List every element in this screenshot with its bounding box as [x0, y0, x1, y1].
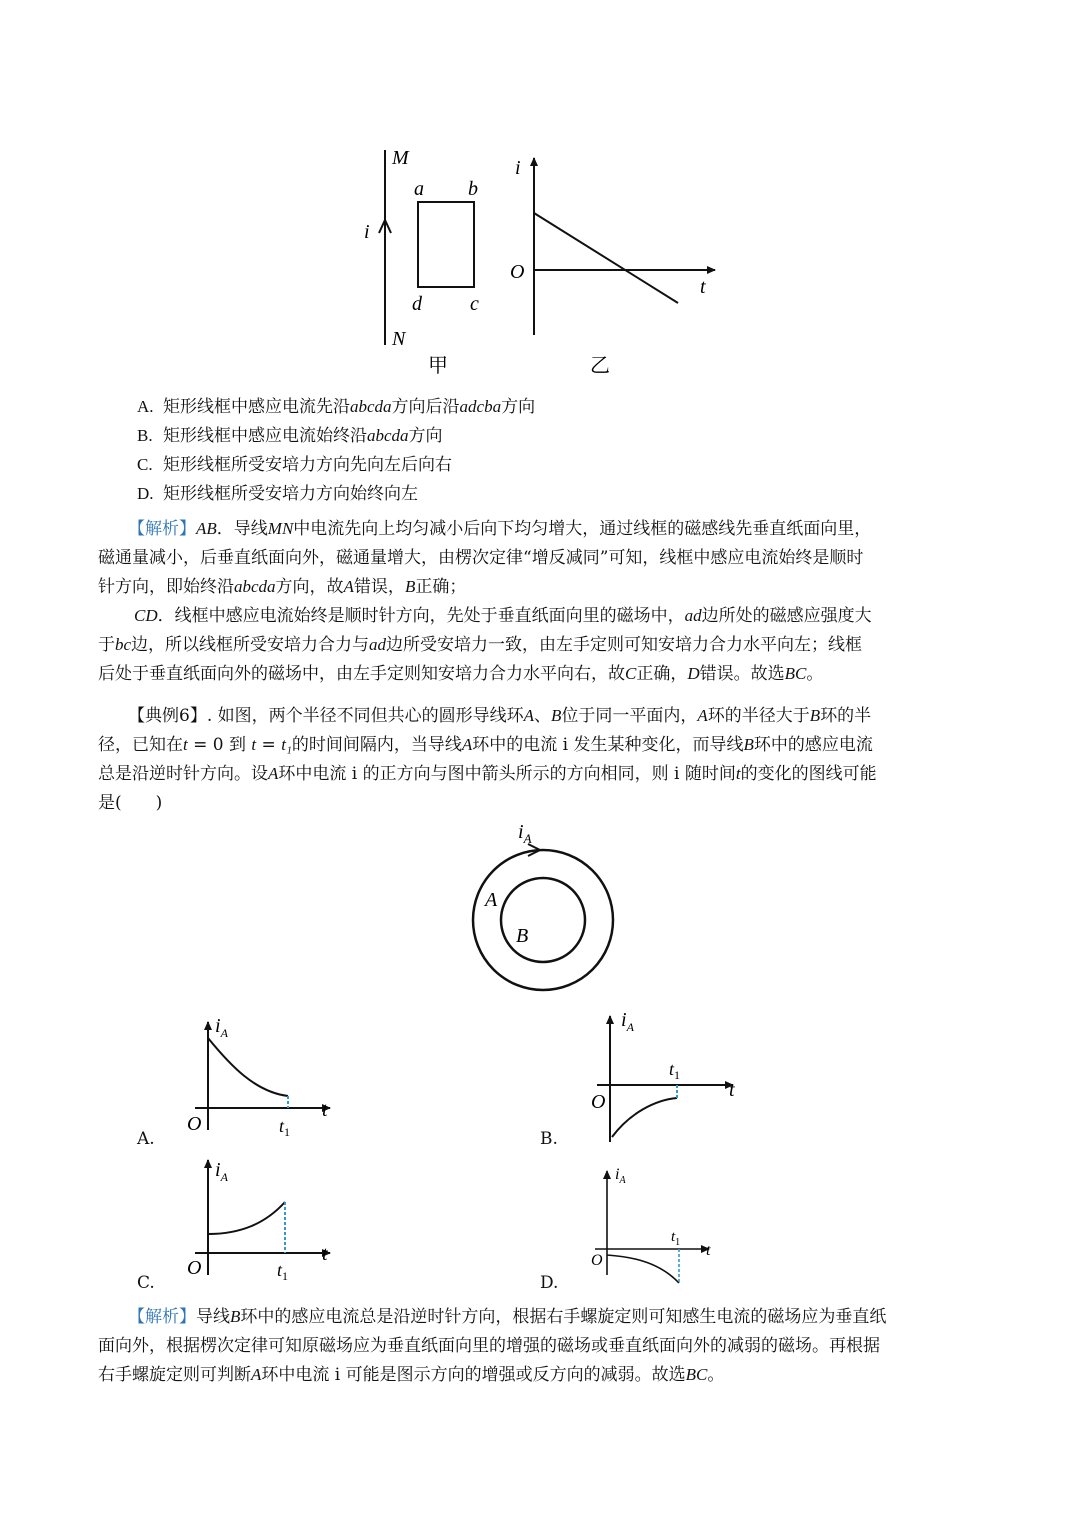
text: 正确；	[415, 577, 467, 597]
option-text: 矩形线框所受安培力方向先向左后向右	[163, 455, 452, 475]
option-a	[137, 396, 535, 418]
label-ia: $i_A$	[518, 821, 532, 846]
text: ．线框中感应电流始终是顺时针方向，先处于垂直纸面向里的磁场中，	[157, 606, 685, 626]
math: B	[230, 1307, 241, 1326]
label-m: M	[392, 147, 409, 169]
math: A	[697, 706, 708, 725]
analysis1-line3	[98, 576, 466, 598]
text: 、	[534, 706, 552, 726]
graph-c-label-t: t	[322, 1243, 328, 1265]
analysis1-line4	[134, 605, 872, 627]
text: 于	[98, 635, 115, 655]
graph-c-label-i: $i_A$	[215, 1159, 228, 1184]
graph-d-curve	[607, 1255, 679, 1283]
text: = 0 到	[187, 735, 252, 755]
option-d	[137, 483, 418, 505]
option-b	[137, 425, 443, 447]
text: 总是沿逆时针方向。设	[98, 764, 268, 784]
graph-c-label-o: O	[187, 1257, 202, 1279]
option-letter: B.	[137, 426, 153, 445]
label-c: c	[470, 293, 479, 315]
graph-a-label-t: t	[322, 1099, 328, 1121]
label-d: d	[412, 293, 422, 315]
math: B	[809, 706, 821, 725]
yi-label-t: t	[700, 276, 706, 298]
math: t₁	[281, 735, 292, 754]
graph-d-label-i: $i_A$	[615, 1166, 626, 1186]
math: t	[735, 764, 741, 783]
text: 环中的感应电流总是沿逆时针方向，根据右手螺旋定则可知感生电流的磁场应为垂直纸	[240, 1307, 887, 1327]
figure-yi	[510, 157, 715, 377]
math: t	[183, 735, 188, 754]
ring-a	[473, 850, 613, 990]
figure-jia	[364, 147, 479, 377]
graph-a	[175, 1010, 340, 1140]
text: 环中的感应电流	[753, 735, 873, 755]
yi-label-i: i	[515, 157, 521, 179]
math: AB	[196, 519, 217, 538]
option-math: adcba	[459, 397, 502, 416]
graph-c-label-t1: $t_1$	[277, 1260, 289, 1283]
graph-b-label-o: O	[591, 1091, 606, 1113]
ring-b	[501, 878, 585, 962]
label-b: b	[468, 178, 478, 200]
text: 的时间间隔内，当导线	[291, 735, 462, 755]
text: 边所处的磁感应强度大	[701, 606, 872, 626]
text: 环的半	[820, 706, 872, 726]
math: A	[523, 706, 535, 725]
graph-a-label-o: O	[187, 1113, 202, 1135]
text: ．导线	[216, 519, 268, 539]
graph-a-label-i: $i_A$	[215, 1015, 228, 1040]
option-text: 方向	[408, 426, 443, 446]
text: 环中的电流 i 发生某种变化，而导线	[472, 735, 744, 755]
graph-letter-c: C.	[137, 1273, 155, 1293]
graph-letter-b: B.	[540, 1129, 558, 1149]
graph-a-label-t1: $t_1$	[279, 1116, 291, 1139]
graph-letter-a: A.	[137, 1129, 155, 1149]
graph-a-curve	[208, 1038, 288, 1096]
option-text: 矩形线框所受安培力方向始终向左	[163, 484, 418, 504]
text: 的变化的图线可能	[740, 764, 877, 784]
analysis-tag: 【解析】	[128, 519, 196, 539]
math: t	[251, 735, 257, 754]
figure-jia-yi	[350, 140, 730, 385]
analysis-tag: 【解析】	[128, 1307, 196, 1327]
rect-frame	[418, 202, 474, 287]
graph-b-label-i: $i_A$	[621, 1010, 634, 1034]
graph-d-label-t1: $t_1$	[671, 1229, 681, 1248]
caption-yi: 乙	[590, 355, 610, 377]
option-c	[137, 454, 452, 476]
option-letter: D.	[137, 484, 154, 503]
graph-b-label-t1: $t_1$	[669, 1059, 681, 1082]
graph-d	[585, 1165, 725, 1290]
analysis2-line2: 面向外，根据楞次定律可知原磁场应为垂直纸面向里的增强的磁场或垂直纸面向外的减弱的磁场。再根据	[98, 1336, 880, 1356]
yi-current-line	[534, 213, 678, 303]
math: A	[461, 735, 473, 754]
label-ring-b: B	[516, 925, 529, 947]
text: 针方向，即始终沿	[98, 577, 234, 597]
graph-c	[175, 1150, 340, 1285]
analysis1-line2: 磁通量减小，后垂直纸面向外，磁通量增大，由楞次定律“增反减同”可知，线框中感应电流始终是顺时	[98, 548, 864, 568]
math: BC	[784, 664, 807, 683]
text: 后处于垂直纸面向外的磁场中，由左手定则知安培力合力水平向右，故	[98, 664, 625, 684]
analysis1-line5	[98, 634, 862, 656]
option-text: 方向后沿	[391, 397, 460, 417]
text: 径，已知在	[98, 735, 183, 755]
text: 环中电流 i 可能是图示方向的增强或反方向的减弱。故选	[261, 1365, 686, 1385]
text: =	[256, 735, 282, 755]
option-letter: A.	[137, 397, 154, 416]
caption-jia: 甲	[428, 355, 448, 377]
text: 环的半径大于	[707, 706, 810, 726]
label-a: a	[414, 178, 424, 200]
math: ad	[369, 635, 387, 654]
math: A	[343, 577, 354, 596]
option-math: abcda	[367, 426, 409, 445]
figure-rings	[460, 818, 630, 998]
text: 。	[707, 1365, 725, 1385]
text: 错误，	[353, 577, 405, 597]
analysis2-line3	[98, 1364, 724, 1386]
option-math: abcda	[350, 397, 392, 416]
text: 右手螺旋定则可判断	[98, 1365, 251, 1385]
analysis1-line1	[128, 518, 871, 540]
text: 。	[806, 664, 824, 684]
math: B	[551, 706, 562, 725]
text: 环中电流 i 的正方向与图中箭头所示的方向相同，则 i 随时间	[278, 764, 736, 784]
text: 【典例6】. 如图，两个半径不同但共心的圆形导线环	[128, 706, 524, 726]
text: 正确，	[636, 664, 688, 684]
math: D	[687, 664, 700, 683]
label-n: N	[392, 328, 406, 350]
yi-label-o: O	[510, 261, 525, 283]
example6-line3	[98, 763, 877, 785]
graph-b	[585, 1010, 750, 1145]
math: B	[404, 577, 416, 596]
math: MN	[267, 519, 294, 538]
graph-d-label-o: O	[591, 1252, 603, 1269]
text: 错误。故选	[699, 664, 785, 684]
math: BC	[685, 1365, 708, 1384]
math: C	[625, 664, 637, 683]
math: abcda	[234, 577, 276, 596]
math: CD	[134, 606, 158, 625]
option-letter: C.	[137, 455, 153, 474]
text: 导线	[196, 1307, 230, 1327]
math: B	[743, 735, 754, 754]
label-ring-a: A	[485, 889, 498, 911]
option-text: 方向	[501, 397, 536, 417]
example6-line1	[128, 705, 871, 727]
math: A	[268, 764, 279, 783]
text: 方向，故	[275, 577, 344, 597]
text: 中电流先向上均匀减小后向下均匀增大，通过线框的磁感线先垂直纸面向里，	[293, 519, 872, 539]
graph-c-curve	[208, 1202, 285, 1234]
example6-line2	[98, 734, 873, 756]
analysis1-line6	[98, 663, 823, 685]
graph-d-label-t: t	[706, 1242, 711, 1259]
graph-b-label-t: t	[729, 1079, 735, 1101]
example6-line4: 是( )	[98, 793, 163, 813]
text: 边所受安培力一致，由左手定则可知安培力合力水平向左；线框	[386, 635, 863, 655]
math: A	[251, 1365, 262, 1384]
text: 位于同一平面内，	[561, 706, 698, 726]
text: 边，所以线框所受安培力合力与	[131, 635, 370, 655]
analysis2-line1	[128, 1306, 886, 1328]
math: bc	[115, 635, 132, 654]
graph-letter-d: D.	[540, 1273, 559, 1293]
option-text: 矩形线框中感应电流始终沿	[163, 426, 367, 446]
math: ad	[684, 606, 702, 625]
option-text: 矩形线框中感应电流先沿	[163, 397, 350, 417]
label-i: i	[364, 221, 370, 243]
graph-b-curve	[612, 1098, 677, 1137]
